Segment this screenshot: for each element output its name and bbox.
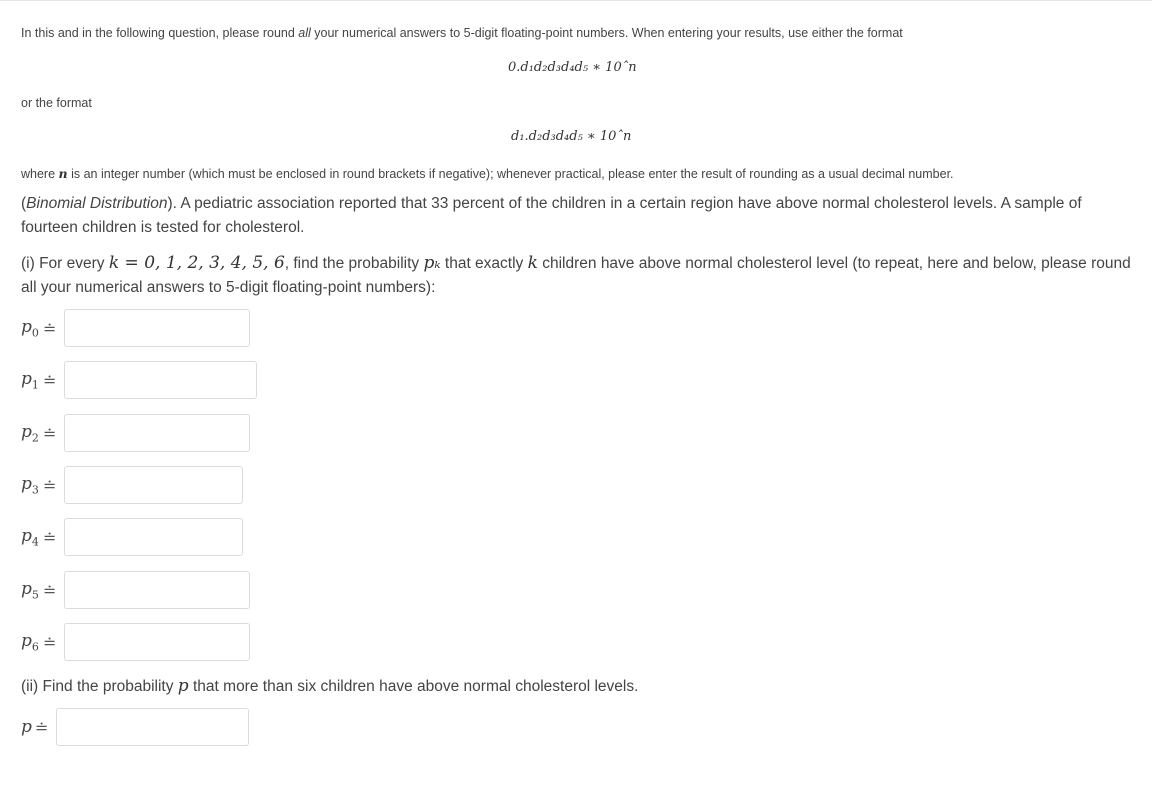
approx-equal-icon: ≐ (43, 370, 57, 390)
answer-row-p3 (21, 465, 243, 505)
p0-input[interactable] (64, 309, 250, 347)
p4-input[interactable] (64, 518, 243, 556)
format-one: 0.d₁d₂d₃d₄d₅ ∗ 10ˆn (508, 60, 637, 75)
answer-row-p (21, 707, 249, 747)
approx-equal-icon: ≐ (43, 632, 57, 652)
answer-row-p0 (21, 308, 250, 348)
approx-equal-icon: ≐ (43, 580, 57, 600)
approx-equal-icon: ≐ (43, 527, 57, 547)
p1-label: $p_1$ (21, 368, 39, 392)
answer-row-p1 (21, 360, 257, 400)
p3-input[interactable] (64, 466, 243, 504)
p-label: p (21, 717, 32, 737)
format-two: d₁.d₂d₃d₄d₅ ∗ 10ˆn (511, 129, 632, 144)
where-text: where n is an integer number (which must be enclosed in round brackets if negative); whenever practical, please enter the result of rounding as a usual decimal number. (21, 166, 954, 181)
p3-label: $p_3$ (21, 473, 39, 497)
p1-input[interactable] (64, 361, 257, 399)
p6-label: $p_6$ (21, 630, 39, 654)
approx-equal-icon: ≐ (43, 475, 57, 495)
p5-label: $p_5$ (21, 578, 39, 602)
part-one-prompt: (i) For every k = 0, 1, 2, 3, 4, 5, 6, find the probability pₖ that exactly k children have above normal cholesterol level (to repeat, here and below, please round all your numerical answers to 5-digit floating-point numbers): (21, 253, 1131, 296)
problem-statement: (Binomial Distribution). A pediatric association reported that 33 percent of the children in a certain region have above normal cholesterol levels. A sample of fourteen children is tested for cholesterol. (21, 195, 1082, 236)
p4-label: $p_4$ (21, 525, 39, 549)
or-format-text: or the format (21, 96, 92, 110)
p6-input[interactable] (64, 623, 250, 661)
answer-row-p4 (21, 517, 243, 557)
p2-label: $p_2$ (21, 421, 39, 445)
answer-row-p6 (21, 622, 250, 662)
answer-row-p2 (21, 413, 250, 453)
approx-equal-icon: ≐ (43, 423, 57, 443)
top-divider (0, 0, 1152, 1)
p2-input[interactable] (64, 414, 250, 452)
instructions-text: In this and in the following question, please round all your numerical answers to 5-digit floating-point numbers. When entering your results, use either the format (21, 26, 903, 40)
answer-row-p5 (21, 570, 250, 610)
p5-input[interactable] (64, 571, 250, 609)
part-two-prompt: (ii) Find the probability p that more than six children have above normal cholesterol levels. (21, 676, 639, 696)
approx-equal-icon: ≐ (35, 717, 49, 737)
p-input[interactable] (56, 708, 249, 746)
p0-label: $p_0$ (21, 316, 39, 340)
approx-equal-icon: ≐ (43, 318, 57, 338)
